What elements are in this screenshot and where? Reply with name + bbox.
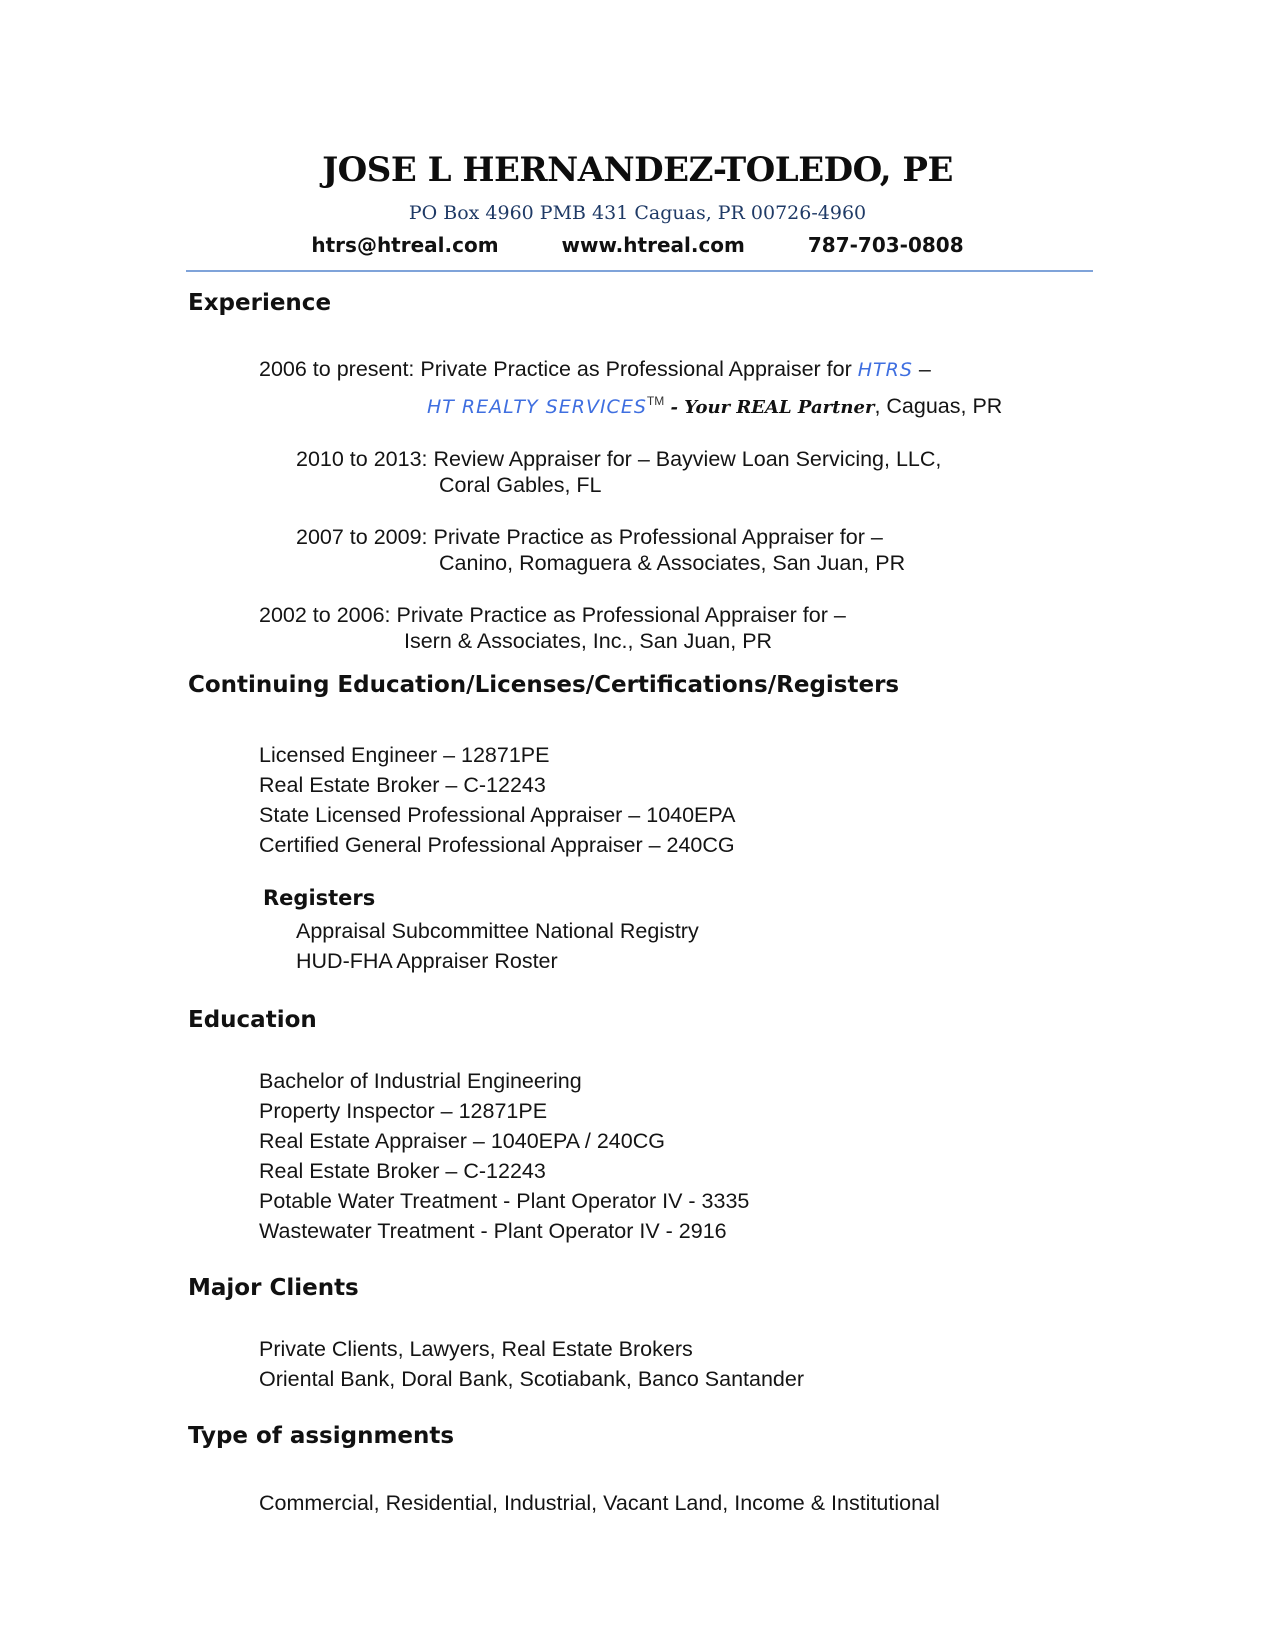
header-divider	[186, 270, 1093, 272]
registers-heading: Registers	[263, 886, 376, 910]
experience-heading: Experience	[188, 290, 332, 316]
register-item: Appraisal Subcommittee National Registry	[296, 919, 699, 943]
experience-entry-2002-line2: Isern & Associates, Inc., San Juan, PR	[404, 629, 773, 653]
client-item: Private Clients, Lawyers, Real Estate Brokers	[259, 1337, 693, 1361]
education-heading: Education	[188, 1007, 317, 1033]
experience-entry-text: 2006 to present: Private Practice as Professional Appraiser for	[259, 357, 858, 381]
client-item: Oriental Bank, Doral Bank, Scotiabank, Banco Santander	[259, 1367, 804, 1391]
license-item: State Licensed Professional Appraiser – 1040EPA	[259, 803, 736, 827]
assignment-item: Commercial, Residential, Industrial, Vacant Land, Income & Institutional	[259, 1491, 940, 1515]
experience-entry-dash: –	[912, 357, 931, 381]
education-item: Real Estate Appraiser – 1040EPA / 240CG	[259, 1129, 665, 1153]
education-item: Wastewater Treatment - Plant Operator IV - 2916	[259, 1219, 727, 1243]
postal-address: PO Box 4960 PMB 431 Caguas, PR 00726-4960	[408, 202, 867, 224]
experience-entry-2002-line1: 2002 to 2006: Private Practice as Professional Appraiser for –	[259, 603, 846, 627]
contact-line	[0, 233, 1275, 257]
experience-location: , Caguas, PR	[874, 394, 1003, 419]
experience-entry-2010-line1: 2010 to 2013: Review Appraiser for – Bayview Loan Servicing, LLC,	[296, 447, 942, 471]
license-item: Certified General Professional Appraiser – 240CG	[259, 833, 735, 857]
education-item: Potable Water Treatment - Plant Operator IV - 3335	[259, 1189, 750, 1213]
experience-entry-2007-line1: 2007 to 2009: Private Practice as Professional Appraiser for –	[296, 525, 883, 549]
experience-entry-2006-line2	[427, 388, 1002, 421]
htrs-brand-full: HT REALTY SERVICES	[427, 396, 647, 419]
education-item: Property Inspector – 12871PE	[259, 1099, 548, 1123]
register-item: HUD-FHA Appraiser Roster	[296, 949, 558, 973]
resume-name: JOSE L HERNANDEZ-TOLEDO, PE	[322, 150, 953, 190]
phone-number: 787-703-0808	[807, 233, 964, 257]
licenses-heading: Continuing Education/Licenses/Certifications/Registers	[188, 672, 900, 698]
htrs-brand-short: HTRS	[857, 359, 913, 381]
website-link[interactable]: www.htreal.com	[561, 233, 745, 257]
education-item: Bachelor of Industrial Engineering	[259, 1069, 582, 1093]
education-item: Real Estate Broker – C-12243	[259, 1159, 546, 1183]
clients-heading: Major Clients	[188, 1275, 359, 1301]
license-item: Real Estate Broker – C-12243	[259, 773, 546, 797]
experience-entry-2010-line2: Coral Gables, FL	[439, 473, 602, 497]
brand-tagline: - Your REAL Partner	[664, 397, 875, 419]
assignments-heading: Type of assignments	[188, 1423, 455, 1449]
experience-entry-2007-line2: Canino, Romaguera & Associates, San Juan, PR	[439, 551, 906, 575]
email-link[interactable]: htrs@htreal.com	[311, 233, 499, 257]
license-item: Licensed Engineer – 12871PE	[259, 743, 550, 767]
trademark-mark: TM	[646, 394, 665, 408]
experience-entry-2006-line1	[259, 356, 931, 383]
